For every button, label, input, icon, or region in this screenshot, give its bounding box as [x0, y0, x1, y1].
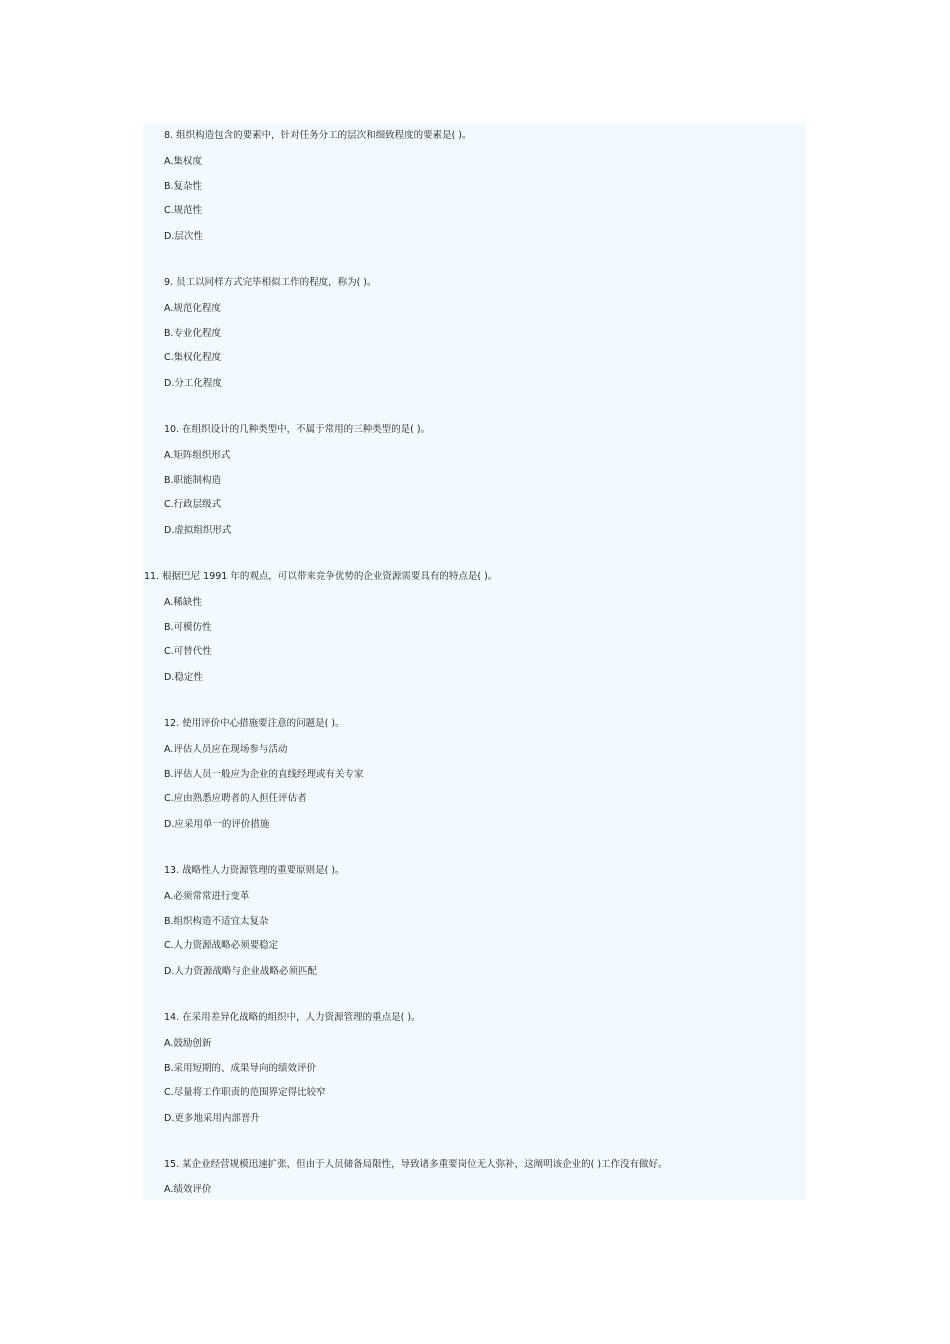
question-14-option-b: B.采用短期的、成果导向的绩效评价: [164, 1063, 317, 1074]
question-9-option-d: D.分工化程度: [164, 378, 222, 389]
question-8-option-c: C.规范性: [164, 205, 203, 216]
question-8-option-a: A.集权度: [164, 156, 202, 167]
question-13-stem: 13. 战略性人力资源管理的重要原则是( )。: [164, 865, 345, 876]
question-12-stem: 12. 使用评价中心措施要注意的问题是( )。: [164, 718, 345, 729]
question-8-option-d: D.层次性: [164, 231, 203, 242]
question-11-option-d: D.稳定性: [164, 672, 203, 683]
question-15-stem: 15. 某企业经营规模迅速扩张，但由于人员储备局限性，导致诸多重要岗位无人弥补，这阐明该企业的( )工作没有做好。: [164, 1159, 668, 1170]
question-11-option-c: C.可替代性: [164, 646, 212, 657]
question-12-option-c: C.应由熟悉应聘者的人担任评估者: [164, 793, 307, 804]
question-13-option-b: B.组织构造不适宜太复杂: [164, 916, 269, 927]
question-8-option-b: B.复杂性: [164, 181, 203, 192]
question-11-stem: 11. 根据巴尼 1991 年的观点，可以带来竞争优势的企业资源需要具有的特点是( )。: [144, 571, 498, 582]
question-14-stem: 14. 在采用差异化战略的组织中，人力资源管理的重点是( )。: [164, 1012, 421, 1023]
question-10-option-a: A.矩阵组织形式: [164, 450, 231, 461]
question-15-option-a: A.绩效评价: [164, 1184, 212, 1195]
question-14-option-a: A.鼓励创新: [164, 1038, 212, 1049]
question-12-option-d: D.应采用单一的评价措施: [164, 819, 270, 830]
question-13-option-c: C.人力资源战略必须要稳定: [164, 940, 279, 951]
question-8-stem: 8. 组织构造包含的要素中，针对任务分工的层次和细致程度的要素是( )。: [164, 130, 472, 141]
question-13-option-d: D.人力资源战略与企业战略必须匹配: [164, 966, 317, 977]
question-11-option-a: A.稀缺性: [164, 597, 202, 608]
question-10-stem: 10. 在组织设计的几种类型中，不属于常用的三种类型的是( )。: [164, 424, 431, 435]
question-13-option-a: A.必须常常进行变革: [164, 891, 250, 902]
question-10-option-d: D.虚拟组织形式: [164, 525, 232, 536]
question-14-option-c: C.尽量将工作职责的范围界定得比较窄: [164, 1087, 326, 1098]
question-11-option-b: B.可模仿性: [164, 622, 212, 633]
question-12-option-b: B.评估人员一般应为企业的直线经理或有关专家: [164, 769, 364, 780]
question-9-option-c: C.集权化程度: [164, 352, 222, 363]
question-10-option-c: C.行政层级式: [164, 499, 222, 510]
question-9-option-a: A.规范化程度: [164, 303, 221, 314]
question-12-option-a: A.评估人员应在现场参与活动: [164, 744, 288, 755]
question-14-option-d: D.更多地采用内部晋升: [164, 1113, 260, 1124]
question-10-option-b: B.职能制构造: [164, 475, 222, 486]
question-9-option-b: B.专业化程度: [164, 328, 222, 339]
question-9-stem: 9. 员工以同样方式完毕相似工作的程度，称为( )。: [164, 277, 377, 288]
